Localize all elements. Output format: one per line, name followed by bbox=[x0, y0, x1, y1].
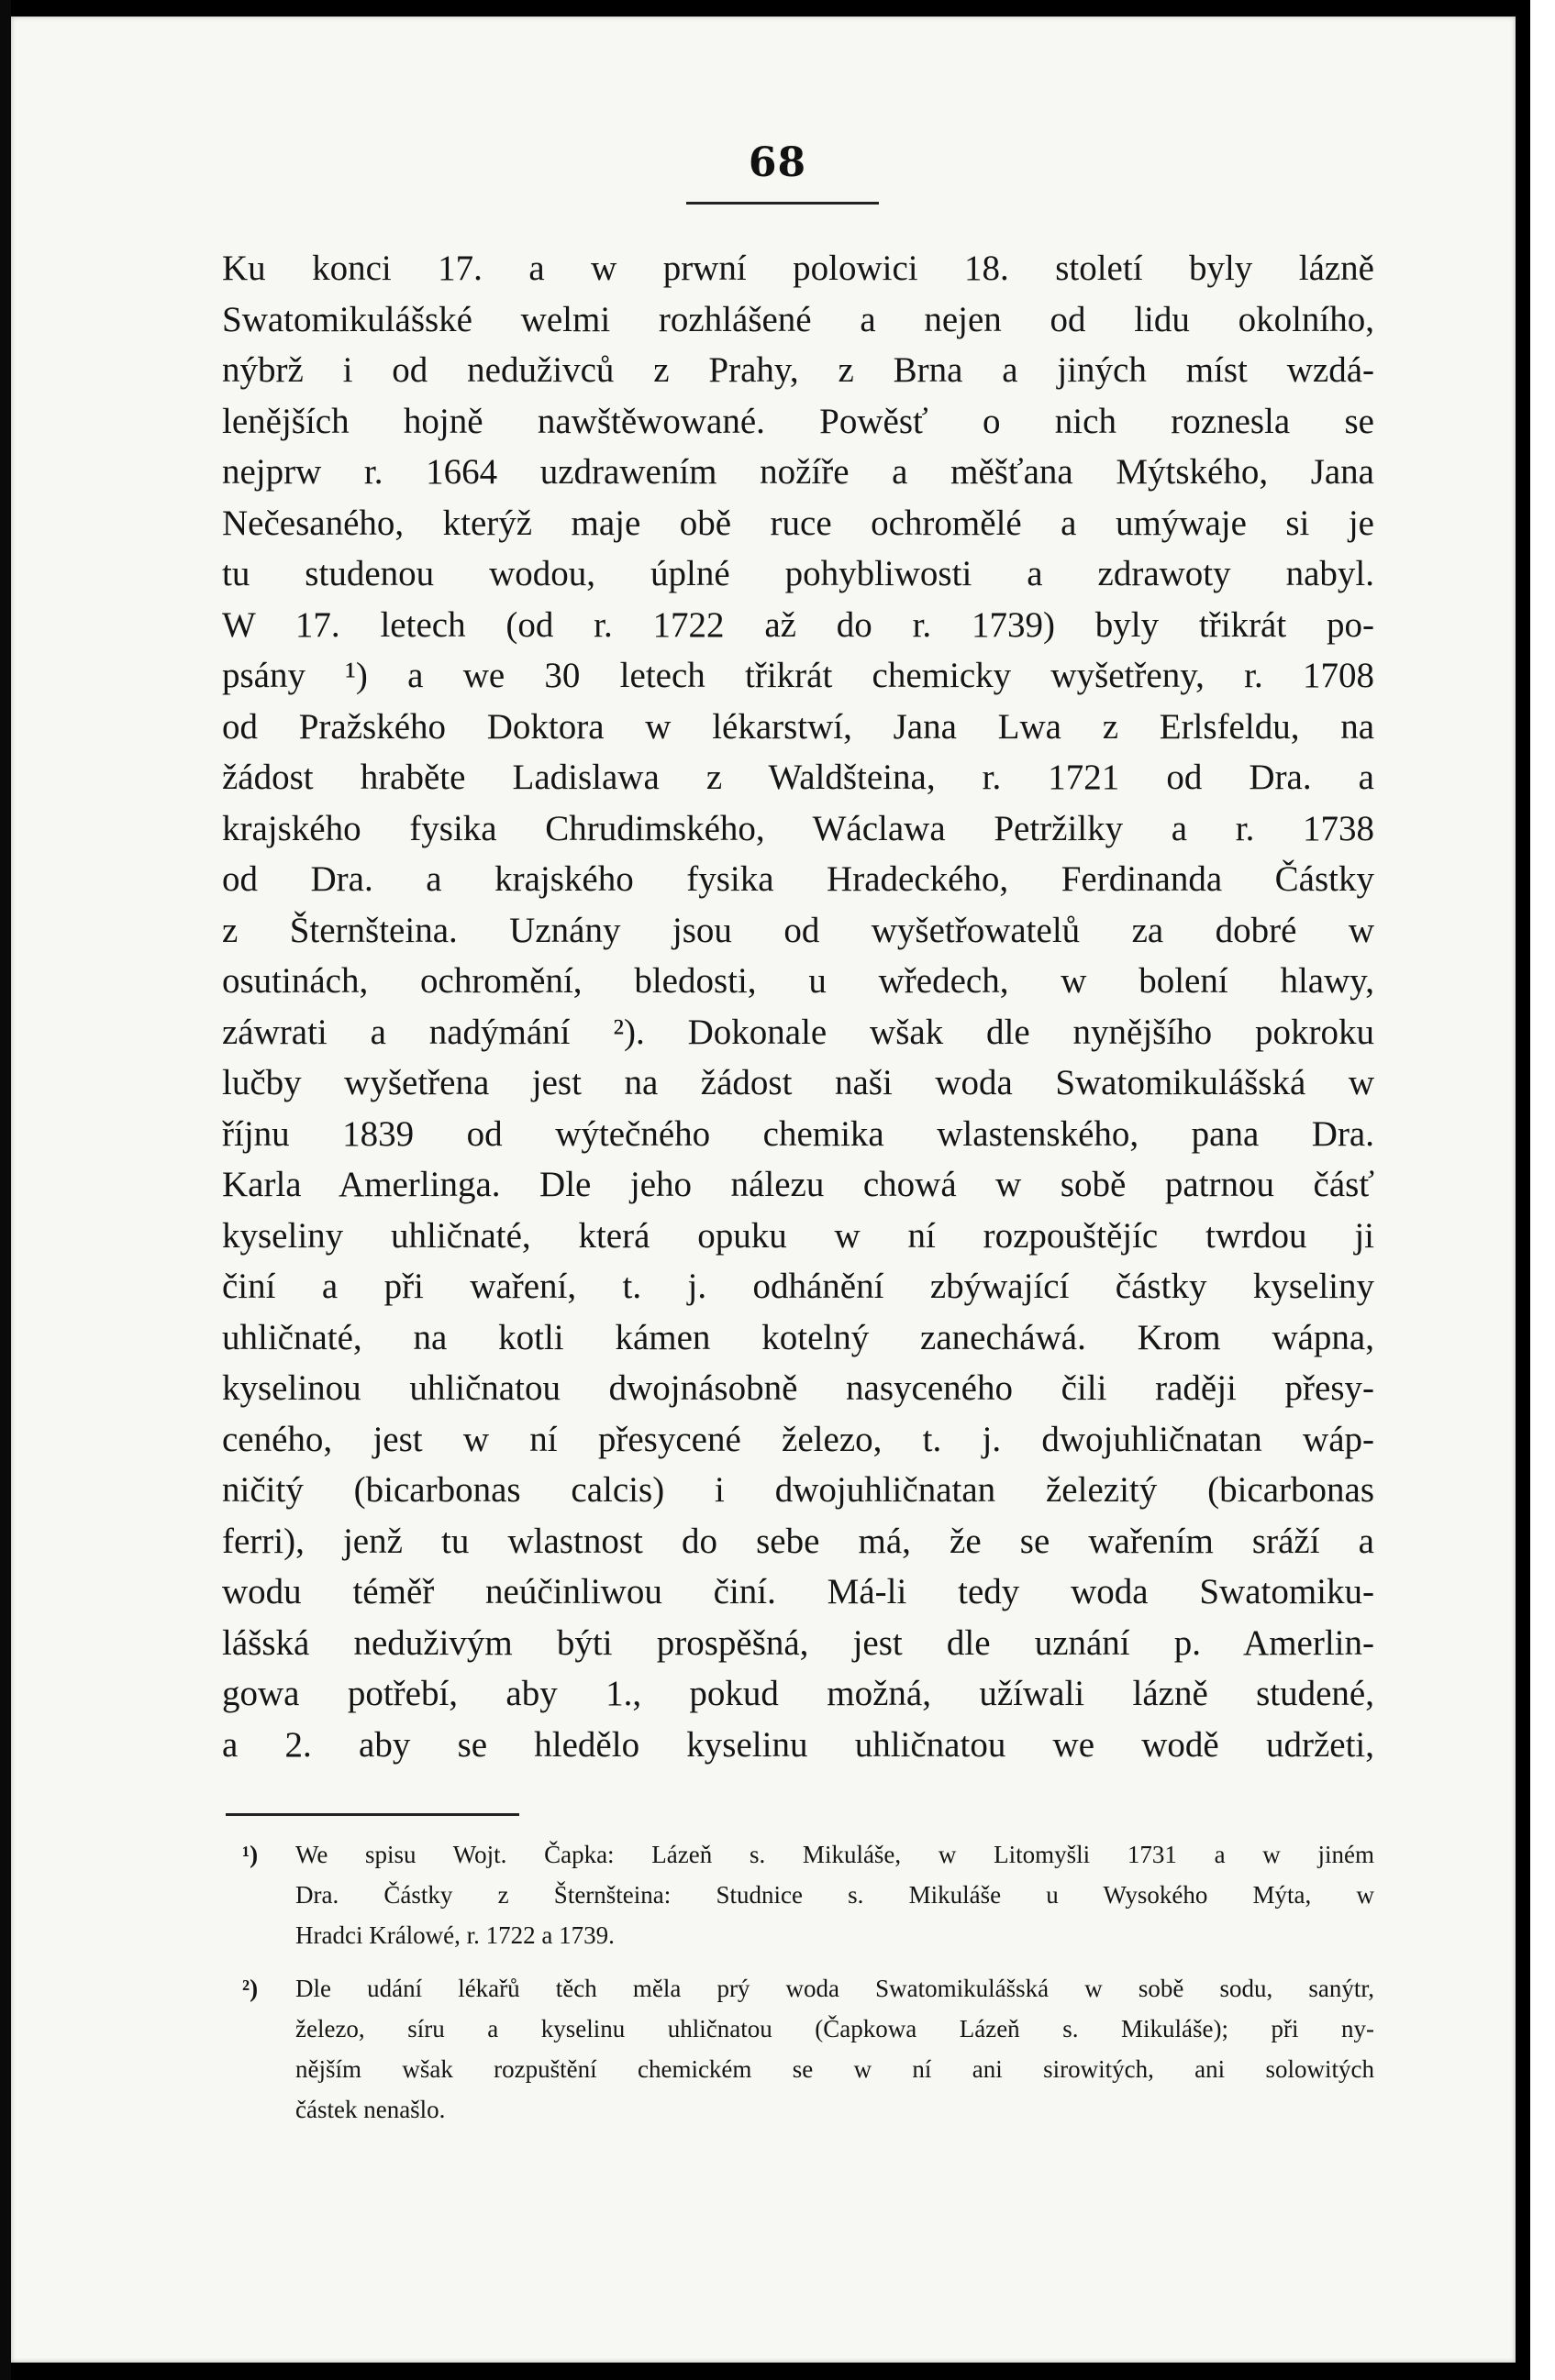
page-number: 68 bbox=[748, 139, 807, 186]
footnote-line: Dra. Částky z Šternšteina: Studnice s. Mikuláše u Wysokého Mýta, w bbox=[295, 1881, 1374, 1909]
body-line: W 17. letech (od r. 1722 až do r. 1739) byly třikrát po- bbox=[222, 604, 1374, 645]
body-line: Swatomikulášské welmi rozhlášené a nejen od lidu okolního, bbox=[222, 299, 1374, 339]
body-line: nýbrž i od neduživců z Prahy, z Brna a jiných míst wzdá- bbox=[222, 350, 1374, 390]
page-number-rule bbox=[686, 202, 879, 205]
body-line: Nečesaného, kterýž maje obě ruce ochromělé a umýwaje si je bbox=[222, 503, 1374, 543]
body-line: lenějších hojně nawštěwowané. Powěsť o nich roznesla se bbox=[222, 401, 1374, 441]
body-line: gowa potřebí, aby 1., pokud možná, užíwali lázně studené, bbox=[222, 1674, 1374, 1713]
body-line: činí a při waření, t. j. odhánění zbýwající částky kyseliny bbox=[222, 1267, 1374, 1306]
footnote-line: nějším wšak rozpuštění chemickém se w ní ani sirowitých, ani solowitých bbox=[295, 2055, 1374, 2083]
body-line: lučby wyšetřena jest na žádost naši woda Swatomikulášská w bbox=[222, 1063, 1374, 1102]
body-line: od Pražského Doktora w lékarstwí, Jana Lwa z Erlsfeldu, na bbox=[222, 706, 1374, 747]
body-line: kyseliny uhličnaté, která opuku w ní rozpouštějíc twrdou ji bbox=[222, 1215, 1374, 1256]
body-line: od Dra. a krajského fysika Hradeckého, Ferdinanda Částky bbox=[222, 859, 1374, 899]
scan-left-edge bbox=[0, 0, 11, 2380]
footnote-line: We spisu Wojt. Čapka: Lázeň s. Mikuláše, w Litomyšli 1731 a w jiném bbox=[295, 1841, 1374, 1868]
footnote-line: Hradci Králowé, r. 1722 a 1739. bbox=[295, 1921, 615, 1949]
footnote-separator bbox=[226, 1813, 519, 1816]
body-line: osutinách, ochromění, bledosti, u wředech, w bolení hlawy, bbox=[222, 961, 1374, 1001]
body-line: záwrati a nadýmání ²). Dokonale wšak dle nynějšího pokroku bbox=[222, 1012, 1374, 1052]
body-line: z Šternšteina. Uznány jsou od wyšetřowatelů za dobré w bbox=[222, 910, 1374, 950]
footnote-line: částek nenašlo. bbox=[295, 2096, 446, 2123]
body-line: žádost hraběte Ladislawa z Waldšteina, r. 1721 od Dra. a bbox=[222, 758, 1374, 797]
footnote-marker: ²) bbox=[242, 1975, 259, 2002]
body-text bbox=[222, 243, 1374, 1770]
footnote-marker: ¹) bbox=[242, 1841, 259, 1868]
footnote-1 bbox=[242, 1834, 1374, 1955]
body-line: uhličnaté, na kotli kámen kotelný zanecháwá. Krom wápna, bbox=[222, 1317, 1374, 1357]
body-line: psány ¹) a we 30 letech třikrát chemicky wyšetřeny, r. 1708 bbox=[222, 656, 1374, 695]
footnotes bbox=[242, 1834, 1374, 2142]
body-line: krajského fysika Chrudimského, Wáclawa Petržilky a r. 1738 bbox=[222, 808, 1374, 848]
footnote-2 bbox=[242, 1968, 1374, 2130]
scan-right-edge bbox=[1525, 0, 1555, 2380]
footnote-line: Dle udání lékařů těch měla prý woda Swatomikulášská w sobě sodu, sanýtr, bbox=[295, 1975, 1374, 2002]
body-line: a 2. aby se hledělo kyselinu uhličnatou we wodě udržeti, bbox=[222, 1724, 1374, 1765]
body-line: ceného, jest w ní přesycené železo, t. j. dwojuhličnatan wáp- bbox=[222, 1419, 1374, 1459]
footnote-line: železo, síru a kyselinu uhličnatou (Čapkowa Lázeň s. Mikuláše); při ny- bbox=[295, 2015, 1374, 2042]
body-line: tu studenou wodou, úplné pohybliwosti a zdrawoty nabyl. bbox=[222, 554, 1374, 593]
body-line: nejprw r. 1664 uzdrawením nožíře a měšťana Mýtského, Jana bbox=[222, 452, 1374, 492]
body-line: kyselinou uhličnatou dwojnásobně nasyceného čili raději přesy- bbox=[222, 1368, 1374, 1408]
body-line: wodu téměř neúčinliwou činí. Má-li tedy woda Swatomiku- bbox=[222, 1572, 1374, 1611]
body-line: ničitý (bicarbonas calcis) i dwojuhličnatan železitý (bicarbonas bbox=[222, 1470, 1374, 1510]
body-line: ferri), jenž tu wlastnost do sebe má, že se wařením sráží a bbox=[222, 1521, 1374, 1561]
body-line: říjnu 1839 od wýtečného chemika wlastenského, pana Dra. bbox=[222, 1113, 1374, 1154]
body-line: Ku konci 17. a w prwní polowici 18. století byly lázně bbox=[222, 249, 1374, 288]
body-line: lášská neduživým býti prospěšná, jest dle uznání p. Amerlin- bbox=[222, 1622, 1374, 1663]
body-line: Karla Amerlinga. Dle jeho nálezu chowá w sobě patrnou čásť bbox=[222, 1165, 1374, 1204]
